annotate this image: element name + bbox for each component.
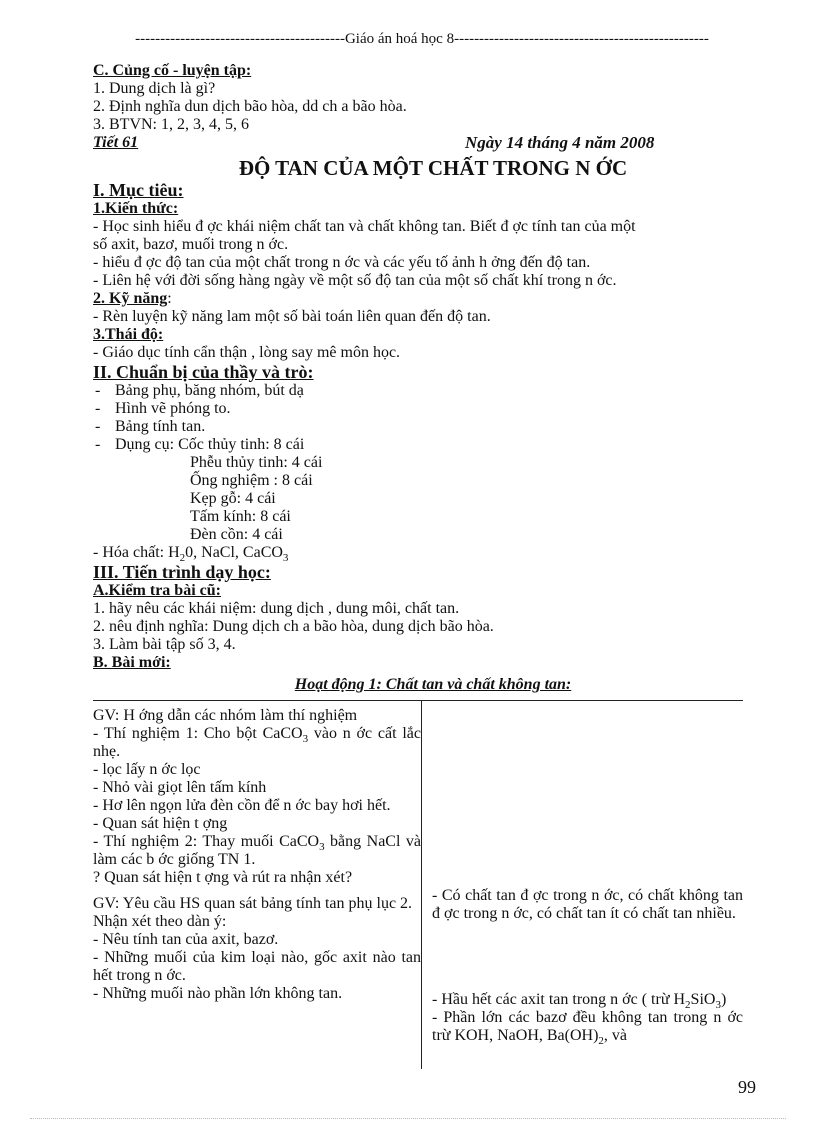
chuan-bi-item — [93, 436, 773, 454]
step-line: - lọc lấy n ớc lọc — [93, 761, 201, 778]
ky-nang-line: - Rèn luyện kỹ năng lam một số bài toán liên quan đến độ tan. — [93, 308, 491, 325]
dung-cu-item: Phễu thủy tinh: 4 cái — [190, 454, 323, 471]
subscript: 2 — [685, 999, 691, 1012]
spacer — [432, 923, 743, 991]
bullet-mark: - — [95, 382, 101, 399]
kiem-tra-line: 1. hãy nêu các khái niệm: dung dịch , dung môi, chất tan. — [93, 600, 460, 617]
content — [93, 62, 773, 694]
subscript: 3 — [319, 841, 325, 854]
thai-do-title: 3.Thái độ: — [93, 326, 164, 343]
chuan-bi-item — [93, 382, 773, 400]
activity-table — [93, 700, 743, 1069]
subscript: 3 — [282, 552, 289, 565]
lesson-date: Ngày 14 tháng 4 năm 2008 — [465, 133, 655, 152]
subscript: 2 — [179, 552, 186, 565]
chuan-bi-text: Bảng phụ, băng nhóm, bút dạ — [115, 382, 304, 399]
subscript: 3 — [302, 733, 309, 746]
lesson-header-row — [93, 134, 773, 154]
bai-moi-title: B. Bài mới: — [93, 654, 171, 671]
dung-cu-item: Ống nghiệm : 8 cái — [190, 472, 313, 489]
teacher-column — [93, 701, 422, 1069]
nhan-xet-heading: Nhận xét theo dàn ý: — [93, 913, 227, 930]
experiment-2-text-end: bằng NaCl và làm các b ớc giống TN 1. — [93, 833, 422, 868]
kien-thuc-line: - Học sinh hiểu đ ợc khái niệm chất tan và chất không tan. Biết đ ợc tính tan của một — [93, 218, 636, 235]
kien-thuc-line: - hiểu đ ợc độ tan của một chất trong n ớc và các yếu tố ảnh h ởng đến độ tan. — [93, 254, 591, 271]
page-header: ------------------------------------------Giáo án hoá học 8--------------------------------------------------- — [135, 31, 709, 47]
experiment-1-text-end: vào n ớc cất lắc nhẹ. — [93, 725, 422, 760]
kien-thuc-line: - Liên hệ với đời sống hàng ngày về một số độ tan của một số chất khí trong n ớc. — [93, 272, 617, 289]
activity-title: Hoạt động 1: Chất tan và chất không tan: — [294, 676, 572, 693]
answer-axit-text: - Hầu hết các axit tan trong n ớc ( trừ H — [432, 991, 686, 1008]
chuan-bi-item — [93, 400, 773, 418]
kiem-tra-title: A.Kiểm tra bài cũ: — [93, 582, 221, 599]
ky-nang-colon: : — [167, 290, 172, 307]
ky-nang-title: 2. Kỹ năng — [93, 290, 168, 307]
spacer — [93, 887, 421, 895]
chuan-bi-text: Dụng cụ: Cốc thủy tinh: 8 cái — [115, 436, 305, 453]
gv-instruction: GV: H ớng dẫn các nhóm làm thí nghiệm — [93, 707, 358, 724]
spacer — [432, 707, 743, 887]
answer-bazo-end: , và — [603, 1027, 628, 1044]
hoa-chat-line — [93, 544, 773, 565]
step-line: - Nhỏ vài giọt lên tấm kính — [93, 779, 267, 796]
dung-cu-item: Tấm kính: 8 cái — [190, 508, 291, 525]
dung-cu-item: Kẹp gỗ: 4 cái — [190, 490, 276, 507]
nhan-xet-line: - Những muối của kim loại nào, gốc axit nào tan hết trong n ớc. — [93, 949, 421, 984]
hoa-chat-prefix: - Hóa chất: H — [93, 544, 180, 561]
kiem-tra-line: 3. Làm bài tập số 3, 4. — [93, 636, 236, 653]
thai-do-line: - Giáo dục tính cẩn thận , lòng say mê môn học. — [93, 344, 401, 361]
hoa-chat-mid: 0, NaCl, CaCO — [185, 544, 283, 561]
cung-co-item: 2. Định nghĩa dun dịch bão hòa, dd ch a bão hòa. — [93, 98, 407, 115]
answer-axit-formula: SiO — [690, 991, 716, 1008]
experiment-2 — [93, 833, 421, 869]
subscript: 3 — [715, 999, 721, 1012]
chuan-bi-text: Hình vẽ phóng to. — [115, 400, 231, 417]
answer-line: - Có chất tan đ ợc trong n ớc, có chất không tan đ ợc trong n ớc, có chất tan ít có chất tan nhiều. — [432, 887, 743, 922]
chuan-bi-text: Bảng tính tan. — [115, 418, 206, 435]
tien-trinh-title: III. Tiến trình dạy học: — [93, 562, 271, 582]
chuan-bi-item — [93, 418, 773, 436]
bullet-mark: - — [95, 400, 101, 417]
cung-co-item: 1. Dung dịch là gì? — [93, 80, 216, 97]
nhan-xet-line: - Những muối nào phần lớn không tan. — [93, 985, 343, 1002]
experiment-2-text: - Thí nghiệm 2: Thay muối CaCO — [93, 833, 320, 850]
page-number: 99 — [738, 1077, 756, 1097]
kien-thuc-title: 1.Kiến thức: — [93, 200, 179, 217]
cung-co-title: C. Củng cố - luyện tập: — [93, 62, 252, 79]
experiment-1 — [93, 725, 421, 761]
bullet-mark: - — [95, 418, 101, 435]
experiment-1-text: - Thí nghiệm 1: Cho bột CaCO — [93, 725, 303, 742]
answer-axit — [432, 991, 743, 1012]
answer-bazo — [432, 1009, 743, 1048]
cung-co-item: 3. BTVN: 1, 2, 3, 4, 5, 6 — [93, 116, 249, 133]
lesson-number: Tiết 61 — [93, 134, 139, 151]
bullet-mark: - — [95, 436, 101, 453]
lesson-title: ĐỘ TAN CỦA MỘT CHẤT TRONG N ỚC — [238, 156, 628, 180]
chuan-bi-title: II. Chuẩn bị của thầy và trò: — [93, 362, 314, 382]
subscript: 2 — [598, 1035, 604, 1048]
student-column — [422, 701, 743, 1069]
nhan-xet-line: - Nêu tính tan của axit, bazơ. — [93, 931, 279, 948]
dung-cu-item: Đèn cồn: 4 cái — [190, 526, 283, 543]
step-line: - Quan sát hiện t ợng — [93, 815, 228, 832]
ky-nang-heading — [93, 290, 773, 308]
footer-divider — [30, 1118, 786, 1119]
kiem-tra-line: 2. nêu định nghĩa: Dung dịch ch a bão hòa, dung dịch bão hòa. — [93, 618, 494, 635]
answer-axit-close: ) — [720, 991, 727, 1008]
question-line: ? Quan sát hiện t ợng và rút ra nhận xét? — [93, 869, 353, 886]
kien-thuc-line: số axit, bazơ, muối trong n ớc. — [93, 236, 289, 253]
gv-instruction: GV: Yêu cầu HS quan sát bảng tính tan phụ lục 2. — [93, 895, 413, 912]
muc-tieu-title: I. Mục tiêu: — [93, 180, 184, 200]
answer-bazo-text: - Phần lớn các bazơ đều không tan trong n ớc trừ KOH, NaOH, Ba(OH) — [432, 1009, 743, 1044]
step-line: - Hơ lên ngọn lửa đèn cồn để n ớc bay hơi hết. — [93, 797, 391, 814]
